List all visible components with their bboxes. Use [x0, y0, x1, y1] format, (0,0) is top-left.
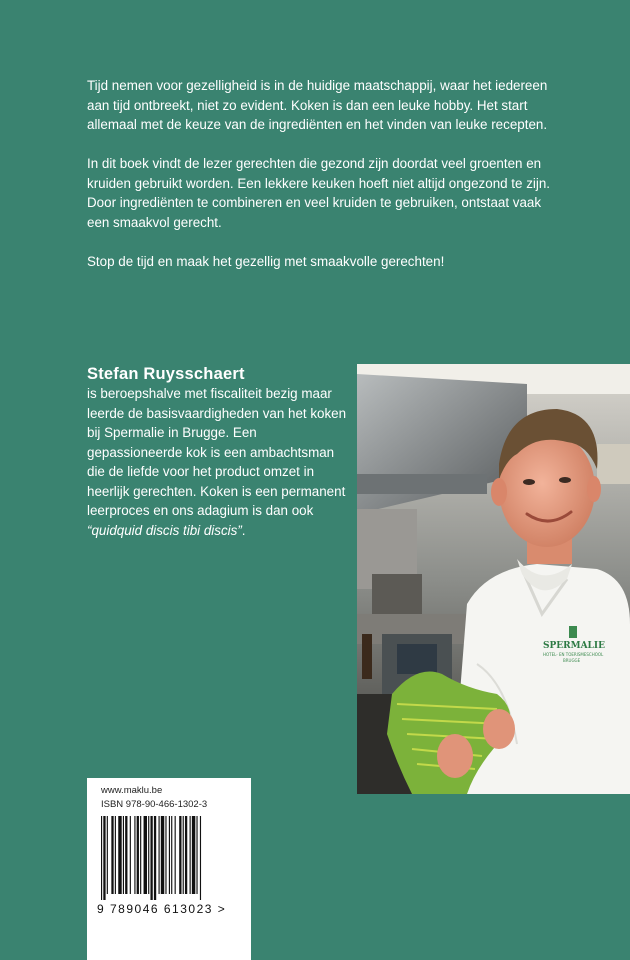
author-bio-end: .: [241, 522, 246, 538]
barcode-bar: [175, 816, 176, 894]
barcode-bar: [118, 816, 121, 894]
chef-hand-right: [483, 709, 515, 749]
chef-hand-left: [437, 734, 473, 778]
isbn-text: ISBN 978-90-466-1302-3: [101, 799, 208, 810]
barcode-bar: [134, 816, 135, 894]
barcode-bar: [115, 816, 116, 894]
blurb-paragraph-3: Stop de tijd en maak het gezellig met smaakvolle gerechten!: [87, 253, 445, 269]
blurb-paragraph-2: In dit boek vindt de lezer gerechten die gezond zijn doordat veel groenten en kruiden gebruikt worden. Een lekkere keuken hoeft niet altijd ongezond te zijn. Door ingrediënten te combineren en veel kruiden te gebruiken, ontstaat vaak een smaakvol gerecht.: [87, 156, 551, 230]
publisher-url[interactable]: www.maklu.be: [101, 785, 163, 796]
barcode-bar: [137, 816, 139, 894]
barcode-bar: [179, 816, 181, 894]
author-photo: [357, 364, 630, 794]
barcode-bar: [196, 816, 197, 894]
barcode-bar: [125, 816, 127, 894]
author-bio: [87, 384, 349, 540]
barcode-bar: [140, 816, 141, 894]
author-name: Stefan Ruysschaert: [87, 365, 245, 383]
barcode-digits: 9 789046 613023 >: [97, 902, 227, 916]
barcode-bar: [150, 816, 152, 900]
barcode-bar: [183, 816, 184, 894]
barcode-bar: [123, 816, 124, 894]
barcode-bar: [130, 816, 131, 894]
jacket-logo-text: SPERMALIE: [543, 641, 605, 651]
barcode-bar: [169, 816, 170, 894]
barcode-bar: [161, 816, 164, 894]
barcode-bar: [192, 816, 195, 894]
barcode-bar: [154, 816, 156, 900]
barcode-bar: [190, 816, 191, 894]
barcode-bar: [148, 816, 149, 894]
author-motto: “quidquid discis tibi discis”: [87, 522, 242, 538]
jacket-logo-subtitle: HOTEL- EN TOERISMESCHOOL: [543, 652, 604, 657]
barcode-bar: [159, 816, 160, 894]
jacket-logo-city: BRUGGE: [563, 658, 581, 663]
author-bio-text: is beroepshalve met fiscaliteit bezig maar leerde de basisvaardigheden van het koken bij Spermalie in Brugge. Een gepassioneerde kok is een ambachtsman die de liefde voor het product omzet in heerlijk gerechten. Koken is een permanent leerproces en ons adagium is dan ook: [87, 386, 347, 518]
blurb-paragraph-1: Tijd nemen voor gezelligheid is in de huidige maatschappij, waar het iedereen aan tijd ontbreekt, niet zo evident. Koken is dan een leuke hobby. Het start allemaal met de keuze van de ingrediënten en het vinden van leuke recepten.: [87, 78, 548, 132]
author-section: [87, 364, 349, 540]
barcode-bar: [101, 816, 102, 900]
barcode-bar: [107, 816, 108, 894]
barcode-label: [87, 778, 251, 960]
barcode-bar: [200, 816, 201, 900]
blurb: [87, 76, 557, 291]
barcode-bar: [103, 816, 105, 900]
chef-illustration: [357, 364, 630, 794]
barcode-bar: [165, 816, 166, 894]
barcode-bar: [171, 816, 172, 894]
barcode-bar: [111, 816, 113, 894]
barcode-bar: [185, 816, 187, 894]
barcode-bar: [144, 816, 147, 894]
barcode-bars: [99, 816, 239, 900]
